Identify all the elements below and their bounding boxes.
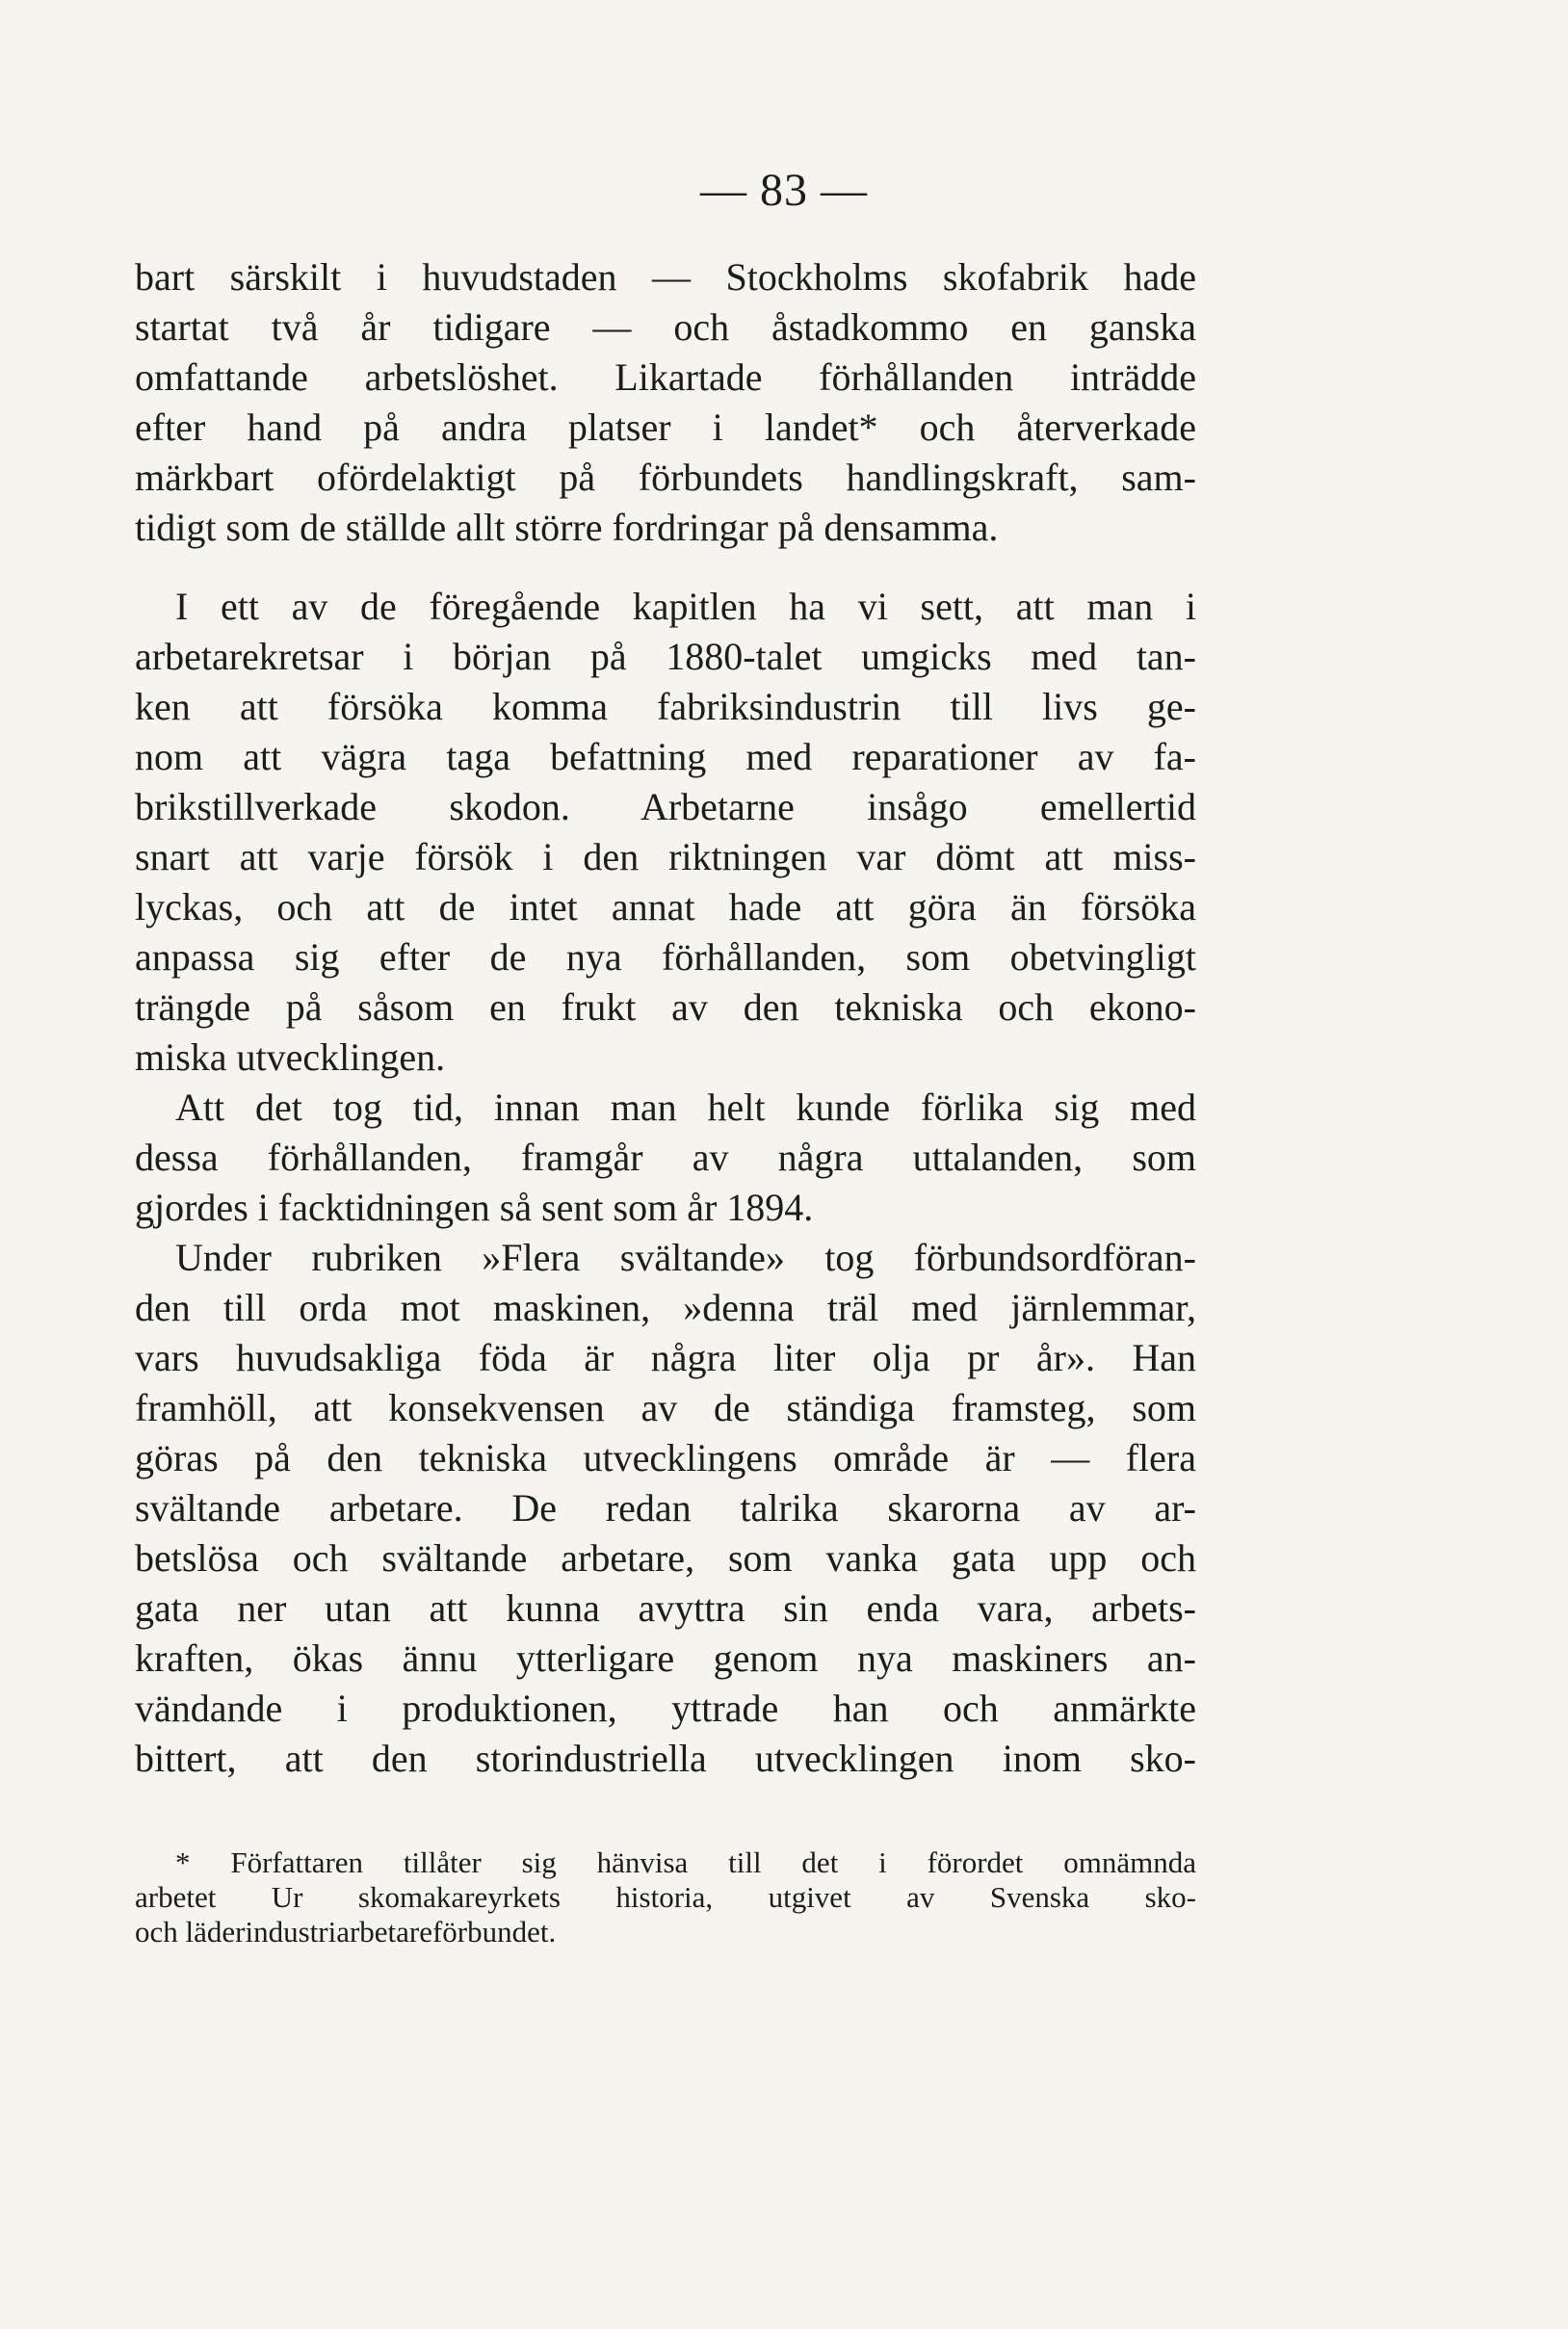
text-line: dessa förhållanden, framgår av några uttalanden, som [135, 1136, 1196, 1179]
footnote-line: arbetet Ur skomakareyrkets historia, utgivet av Svenska sko- [135, 1880, 1196, 1914]
text-line: tidigt som de ställde allt större fordringar på densamma. [135, 506, 999, 549]
paragraph-4 [135, 1233, 1196, 1784]
footnote-line: * Författaren tillåter sig hänvisa till det i förordet omnämnda [175, 1845, 1196, 1879]
paragraph-spacing [135, 553, 1196, 582]
text-line: snart att varje försök i den riktningen var dömt att miss- [135, 835, 1196, 878]
text-line: bittert, att den storindustriella utvecklingen inom sko- [135, 1737, 1196, 1780]
text-line: den till orda mot maskinen, »denna träl med järnlemmar, [135, 1286, 1196, 1329]
text-line: omfattande arbetslöshet. Likartade förhållanden inträdde [135, 355, 1196, 399]
text-line: Under rubriken »Flera svältande» tog förbundsordföran- [175, 1236, 1196, 1279]
text-line: lyckas, och att de intet annat hade att göra än försöka [135, 885, 1196, 929]
text-line: svältande arbetare. De redan talrika skarorna av ar- [135, 1486, 1196, 1530]
text-line: göras på den tekniska utvecklingens område är — flera [135, 1436, 1196, 1479]
text-line: brikstillverkade skodon. Arbetarne insågo emellertid [135, 785, 1196, 828]
text-line: trängde på såsom en frukt av den tekniska och ekono- [135, 985, 1196, 1029]
text-line: efter hand på andra platser i landet* och återverkade [135, 406, 1196, 449]
text-line: nom att vägra taga befattning med reparationer av fa- [135, 735, 1196, 778]
text-line: märkbart ofördelaktigt på förbundets handlingskraft, sam- [135, 456, 1196, 499]
text-line: vars huvudsakliga föda är några liter olja pr år». Han [135, 1336, 1196, 1379]
footnote [135, 1845, 1196, 1950]
text-line: anpassa sig efter de nya förhållanden, som obetvingligt [135, 935, 1196, 979]
text-line: kraften, ökas ännu ytterligare genom nya maskiners an- [135, 1636, 1196, 1680]
text-line: startat två år tidigare — och åstadkommo en ganska [135, 305, 1196, 349]
text-line: Att det tog tid, innan man helt kunde förlika sig med [175, 1086, 1196, 1129]
text-line: bart särskilt i huvudstaden — Stockholms skofabrik hade [135, 255, 1196, 299]
text-line: betslösa och svältande arbetare, som vanka gata upp och [135, 1536, 1196, 1580]
paragraph-3 [135, 1083, 1196, 1233]
text-line: framhöll, att konsekvensen av de ständiga framsteg, som [135, 1386, 1196, 1429]
text-line: arbetarekretsar i början på 1880-talet umgicks med tan- [135, 635, 1196, 678]
text-line: gjordes i facktidningen så sent som år 1894. [135, 1186, 814, 1229]
footnote-line: och läderindustriarbetareförbundet. [135, 1915, 557, 1949]
text-line: vändande i produktionen, yttrade han och anmärkte [135, 1687, 1196, 1730]
text-line: gata ner utan att kunna avyttra sin enda vara, arbets- [135, 1586, 1196, 1630]
text-line: I ett av de föregående kapitlen ha vi sett, att man i [175, 585, 1196, 628]
page-number: — 83 — [700, 165, 868, 216]
paragraph-2 [135, 582, 1196, 1083]
body-text [135, 252, 1196, 1784]
paragraph-1 [135, 252, 1196, 553]
text-line: miska utvecklingen. [135, 1035, 446, 1079]
text-line: ken att försöka komma fabriksindustrin till livs ge- [135, 685, 1196, 728]
